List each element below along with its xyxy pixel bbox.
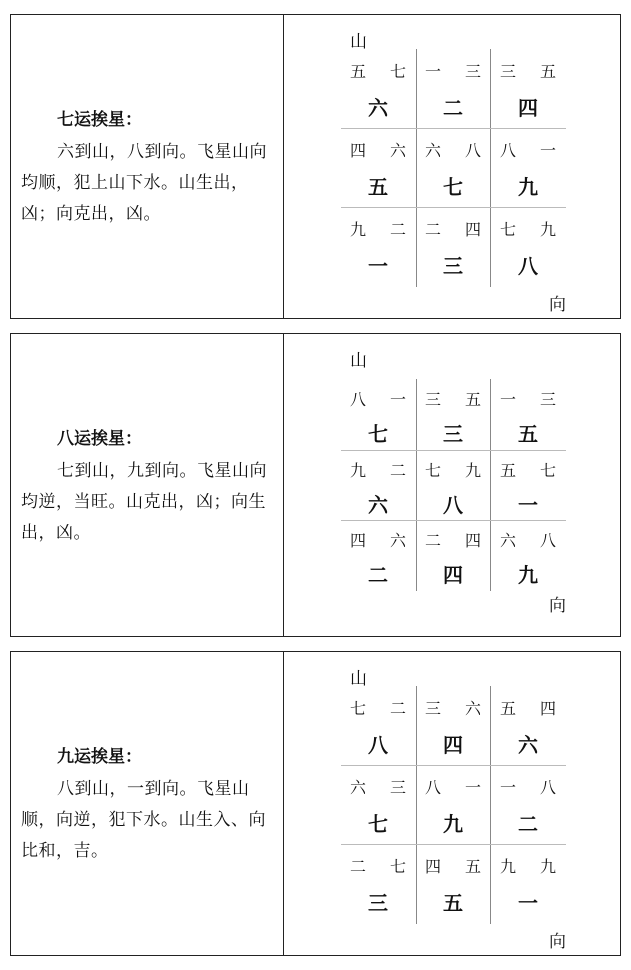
palace-cell xyxy=(491,520,565,591)
facing-label: 向 xyxy=(549,932,566,952)
palace-cell xyxy=(491,49,565,128)
mountain-star: 二 xyxy=(425,220,442,239)
panel-body: 七到山，九到向。飞星山向均逆，当旺。山克出，凶；向生出，凶。 xyxy=(21,461,267,543)
palace-cell xyxy=(416,207,490,287)
base-star: 八 xyxy=(518,254,538,278)
mountain-star: 九 xyxy=(350,220,367,239)
panel-title: 九运挨星： xyxy=(57,747,142,767)
flying-star-chart xyxy=(341,15,566,318)
palace-cell xyxy=(416,49,490,128)
facing-star: 八 xyxy=(464,141,481,160)
palace-cell xyxy=(416,765,490,844)
base-star: 九 xyxy=(518,175,538,199)
description xyxy=(21,746,277,867)
base-star: 六 xyxy=(368,96,388,120)
column-divider xyxy=(283,15,284,318)
facing-star: 一 xyxy=(389,390,406,409)
panel-period-7 xyxy=(10,14,621,319)
facing-star: 七 xyxy=(389,62,406,81)
mountain-label: 山 xyxy=(350,32,367,52)
palace-cell xyxy=(341,207,415,287)
facing-star: 三 xyxy=(539,390,556,409)
mountain-star: 九 xyxy=(350,461,367,480)
palace-cell xyxy=(491,128,565,207)
base-star: 八 xyxy=(368,733,388,757)
facing-star: 五 xyxy=(464,390,481,409)
base-star: 九 xyxy=(518,563,538,587)
palace-cell xyxy=(416,520,490,591)
base-star: 六 xyxy=(518,733,538,757)
flying-star-chart xyxy=(341,334,566,636)
palace-cell xyxy=(416,686,490,765)
mountain-label: 山 xyxy=(350,669,367,689)
mountain-star: 七 xyxy=(500,220,517,239)
mountain-star: 八 xyxy=(425,778,442,797)
base-star: 五 xyxy=(443,891,463,915)
palace-cell xyxy=(341,844,415,924)
star-grid xyxy=(341,686,566,924)
base-star: 三 xyxy=(443,254,463,278)
base-star: 二 xyxy=(518,812,538,836)
palace-cell xyxy=(416,379,490,450)
base-star: 四 xyxy=(443,733,463,757)
palace-cell xyxy=(416,450,490,520)
palace-cell xyxy=(491,844,565,924)
mountain-star: 九 xyxy=(500,857,517,876)
base-star: 六 xyxy=(368,493,388,517)
mountain-star: 四 xyxy=(350,141,367,160)
facing-star: 九 xyxy=(539,220,556,239)
facing-star: 九 xyxy=(464,461,481,480)
base-star: 七 xyxy=(443,175,463,199)
base-star: 一 xyxy=(368,254,388,278)
mountain-star: 七 xyxy=(350,699,367,718)
mountain-star: 二 xyxy=(425,531,442,550)
base-star: 七 xyxy=(368,422,388,446)
base-star: 四 xyxy=(443,563,463,587)
panel-period-9 xyxy=(10,651,621,956)
mountain-star: 一 xyxy=(500,390,517,409)
facing-star: 五 xyxy=(464,857,481,876)
palace-cell xyxy=(341,686,415,765)
mountain-star: 五 xyxy=(350,62,367,81)
facing-star: 七 xyxy=(539,461,556,480)
facing-star: 一 xyxy=(464,778,481,797)
palace-cell xyxy=(416,128,490,207)
facing-star: 二 xyxy=(389,699,406,718)
base-star: 五 xyxy=(518,422,538,446)
facing-star: 六 xyxy=(389,141,406,160)
mountain-star: 一 xyxy=(500,778,517,797)
palace-cell xyxy=(341,128,415,207)
panel-body: 六到山，八到向。飞星山向均顺，犯上山下水。山生出，凶；向克出，凶。 xyxy=(21,142,267,224)
palace-cell xyxy=(341,520,415,591)
mountain-label: 山 xyxy=(350,351,367,371)
mountain-star: 四 xyxy=(425,857,442,876)
base-star: 二 xyxy=(368,563,388,587)
facing-star: 四 xyxy=(464,531,481,550)
palace-cell xyxy=(491,765,565,844)
star-grid xyxy=(341,49,566,287)
facing-star: 七 xyxy=(389,857,406,876)
base-star: 八 xyxy=(443,493,463,517)
base-star: 一 xyxy=(518,493,538,517)
base-star: 一 xyxy=(518,891,538,915)
base-star: 二 xyxy=(443,96,463,120)
mountain-star: 二 xyxy=(350,857,367,876)
description xyxy=(21,428,277,549)
facing-star: 八 xyxy=(539,531,556,550)
facing-star: 四 xyxy=(539,699,556,718)
mountain-star: 八 xyxy=(350,390,367,409)
panel-title: 八运挨星： xyxy=(57,429,142,449)
mountain-star: 八 xyxy=(500,141,517,160)
mountain-star: 六 xyxy=(500,531,517,550)
facing-star: 五 xyxy=(539,62,556,81)
base-star: 九 xyxy=(443,812,463,836)
panel-body: 八到山，一到向。飞星山顺，向逆，犯下水。山生入、向比和，吉。 xyxy=(21,779,266,861)
base-star: 四 xyxy=(518,96,538,120)
mountain-star: 五 xyxy=(500,461,517,480)
palace-cell xyxy=(491,379,565,450)
palace-cell xyxy=(341,765,415,844)
palace-cell xyxy=(341,450,415,520)
facing-star: 六 xyxy=(464,699,481,718)
palace-cell xyxy=(341,379,415,450)
facing-star: 三 xyxy=(464,62,481,81)
base-star: 三 xyxy=(368,891,388,915)
mountain-star: 四 xyxy=(350,531,367,550)
mountain-star: 三 xyxy=(425,699,442,718)
star-grid xyxy=(341,379,566,591)
base-star: 七 xyxy=(368,812,388,836)
description xyxy=(21,109,277,230)
mountain-star: 三 xyxy=(425,390,442,409)
mountain-star: 六 xyxy=(350,778,367,797)
facing-star: 八 xyxy=(539,778,556,797)
facing-star: 四 xyxy=(464,220,481,239)
mountain-star: 一 xyxy=(425,62,442,81)
mountain-star: 五 xyxy=(500,699,517,718)
facing-star: 二 xyxy=(389,220,406,239)
facing-label: 向 xyxy=(549,295,566,315)
facing-star: 六 xyxy=(389,531,406,550)
palace-cell xyxy=(341,49,415,128)
flying-star-chart xyxy=(341,652,566,955)
facing-star: 九 xyxy=(539,857,556,876)
facing-star: 三 xyxy=(389,778,406,797)
panel-period-8 xyxy=(10,333,621,637)
palace-cell xyxy=(491,450,565,520)
column-divider xyxy=(283,334,284,636)
mountain-star: 七 xyxy=(425,461,442,480)
column-divider xyxy=(283,652,284,955)
palace-cell xyxy=(491,686,565,765)
base-star: 三 xyxy=(443,422,463,446)
base-star: 五 xyxy=(368,175,388,199)
mountain-star: 三 xyxy=(500,62,517,81)
palace-cell xyxy=(491,207,565,287)
mountain-star: 六 xyxy=(425,141,442,160)
palace-cell xyxy=(416,844,490,924)
facing-star: 二 xyxy=(389,461,406,480)
facing-label: 向 xyxy=(549,596,566,616)
panel-title: 七运挨星： xyxy=(57,110,142,130)
facing-star: 一 xyxy=(539,141,556,160)
